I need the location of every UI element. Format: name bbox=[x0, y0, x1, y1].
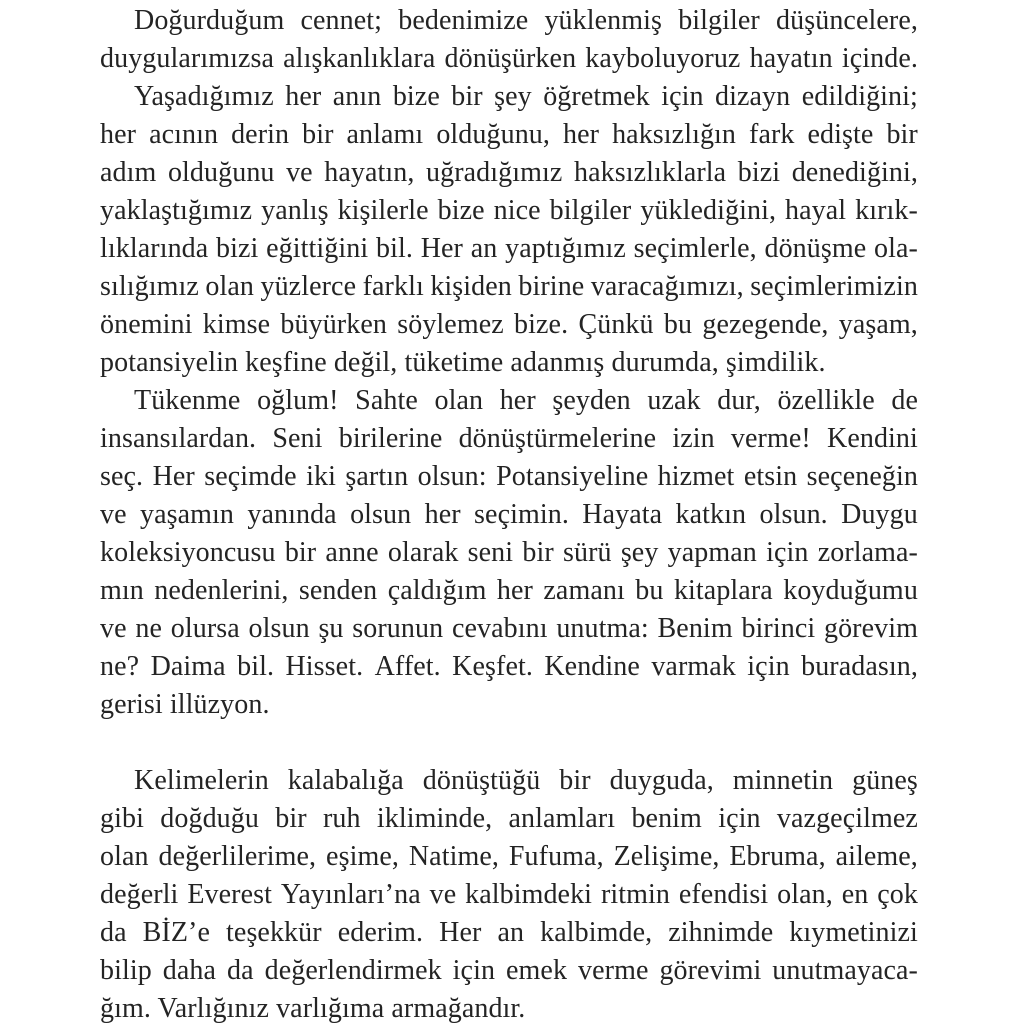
text-line bbox=[100, 192, 918, 230]
word: bir bbox=[522, 537, 554, 568]
word: olduğunu, bbox=[436, 119, 550, 150]
word: kalbimde, bbox=[540, 917, 653, 948]
word: zamanı bbox=[543, 575, 625, 606]
word: buradasın, bbox=[801, 651, 918, 682]
word: yaşamın bbox=[140, 499, 235, 530]
word: seçimin. bbox=[474, 499, 569, 530]
word: bir bbox=[451, 81, 483, 112]
word: daha bbox=[162, 955, 217, 986]
word: kayboluyoruz bbox=[585, 43, 741, 74]
word: değerlilerime, bbox=[158, 841, 317, 872]
word: seni bbox=[467, 537, 514, 568]
word: bu bbox=[663, 309, 693, 340]
word: gibi bbox=[100, 803, 144, 834]
word: Fufuma, bbox=[508, 841, 604, 872]
text-line bbox=[100, 420, 918, 458]
word: Hayata bbox=[582, 499, 663, 530]
word: Potansiyeline bbox=[496, 461, 649, 492]
word: izin bbox=[672, 423, 715, 454]
word: bize bbox=[437, 195, 485, 226]
word: an bbox=[497, 917, 525, 948]
word: olan bbox=[100, 841, 149, 872]
word: yaşam, bbox=[838, 309, 918, 340]
word: Duygu bbox=[841, 499, 918, 530]
word: doğduğu bbox=[160, 803, 259, 834]
word: yüklenmiş bbox=[544, 5, 663, 36]
word: sılığımız bbox=[100, 271, 199, 302]
word: bizi bbox=[216, 233, 259, 264]
word: unutma: bbox=[556, 613, 649, 644]
word: adım bbox=[100, 157, 157, 188]
word: ve bbox=[100, 499, 127, 530]
word: bir bbox=[302, 119, 334, 150]
text-line bbox=[100, 116, 918, 154]
word: bilip bbox=[100, 955, 152, 986]
word: Her bbox=[439, 917, 482, 948]
text-line bbox=[100, 458, 918, 496]
word: bedenimize bbox=[398, 5, 529, 36]
text-line bbox=[100, 838, 918, 876]
word: iki bbox=[306, 461, 336, 492]
word: çok bbox=[877, 879, 918, 910]
word: görevim bbox=[823, 613, 918, 644]
word: da bbox=[227, 955, 254, 986]
word: Benim bbox=[657, 613, 733, 644]
word: yaklaştığımız bbox=[100, 195, 253, 226]
word: olan bbox=[434, 385, 484, 416]
text-line bbox=[100, 40, 918, 78]
word: kimse bbox=[202, 309, 271, 340]
text-line bbox=[100, 534, 918, 572]
word: Sahte bbox=[355, 385, 418, 416]
word: de bbox=[891, 385, 918, 416]
word: ola- bbox=[874, 233, 918, 264]
word: için bbox=[766, 537, 809, 568]
word: nice bbox=[493, 195, 541, 226]
word: bir bbox=[284, 537, 317, 568]
word: Kelimelerin bbox=[134, 765, 269, 796]
word: olsun bbox=[248, 613, 310, 644]
word: BİZ’e bbox=[142, 917, 211, 948]
word: bizi bbox=[737, 157, 781, 188]
text-line bbox=[100, 230, 918, 268]
text-line bbox=[100, 154, 918, 192]
word: yapman bbox=[667, 537, 757, 568]
word: teşekkür bbox=[226, 917, 322, 948]
word: için bbox=[661, 81, 704, 112]
word: verme! bbox=[730, 423, 811, 454]
word: Affet. bbox=[374, 651, 441, 682]
word: olsun bbox=[350, 499, 412, 530]
word: her bbox=[563, 119, 600, 150]
word: Ebruma, bbox=[729, 841, 826, 872]
text-line bbox=[100, 800, 918, 838]
word: Çünkü bbox=[578, 309, 654, 340]
word: bilgiler bbox=[678, 5, 760, 36]
paragraph bbox=[100, 78, 918, 382]
word: dur, bbox=[717, 385, 761, 416]
word: bil. bbox=[376, 233, 413, 264]
word: etsin bbox=[743, 461, 798, 492]
word: dönüşürken bbox=[444, 43, 577, 74]
word: kişilerle bbox=[337, 195, 429, 226]
text-line bbox=[100, 914, 918, 952]
word: olsun. bbox=[759, 499, 828, 530]
word: şey bbox=[494, 81, 532, 112]
word: ne? bbox=[100, 651, 140, 682]
word: değerli bbox=[100, 879, 179, 910]
word: an bbox=[470, 233, 498, 264]
word: en bbox=[841, 879, 869, 910]
word: edişte bbox=[807, 119, 874, 150]
word: şeyden bbox=[552, 385, 631, 416]
word: için bbox=[718, 803, 761, 834]
word: seç. bbox=[100, 461, 144, 492]
word: benim bbox=[631, 803, 702, 834]
word: unutmayaca- bbox=[772, 955, 918, 986]
word: yaptığımız bbox=[505, 233, 626, 264]
word: cennet; bbox=[300, 5, 383, 36]
word: dizayn bbox=[715, 81, 791, 112]
word: içinde. bbox=[841, 43, 918, 74]
word: oğlum! bbox=[257, 385, 339, 416]
word: Kendine bbox=[544, 651, 640, 682]
word: duygularımızsa bbox=[100, 43, 275, 74]
word: dönüştürmelerine bbox=[458, 423, 657, 454]
text-line bbox=[100, 2, 918, 40]
word: da bbox=[100, 917, 127, 948]
word: anın bbox=[332, 81, 382, 112]
word: söylemez bbox=[397, 309, 504, 340]
text-line bbox=[100, 952, 918, 990]
word: önemini bbox=[100, 309, 193, 340]
word: Keşfet. bbox=[452, 651, 533, 682]
word: ve bbox=[100, 613, 127, 644]
word: varacağımızı, bbox=[590, 271, 744, 302]
word: anlamı bbox=[346, 119, 424, 150]
word: aileme, bbox=[835, 841, 918, 872]
text-line: potansiyelin keşfine değil, tüketime adanmış durumda, şimdilik. bbox=[100, 347, 826, 378]
word: olsun: bbox=[417, 461, 487, 492]
word: güneş bbox=[852, 765, 918, 796]
word: bize. bbox=[514, 309, 569, 340]
word: kırık- bbox=[855, 195, 918, 226]
word: ve bbox=[429, 879, 457, 910]
word: insansılardan. bbox=[100, 423, 257, 454]
word: cevabını bbox=[451, 613, 548, 644]
word: her bbox=[100, 119, 137, 150]
word: şey bbox=[620, 537, 659, 568]
word: Yayınları’na bbox=[280, 879, 421, 910]
word: uğradığımız bbox=[426, 157, 563, 188]
word: Daima bbox=[150, 651, 226, 682]
word: bize bbox=[392, 81, 440, 112]
word: Seni bbox=[272, 423, 323, 454]
word: yüzlerce bbox=[260, 271, 357, 302]
word: her bbox=[285, 81, 322, 112]
word: hayal bbox=[785, 195, 847, 226]
word: kişiden bbox=[430, 271, 512, 302]
word: hizmet bbox=[657, 461, 735, 492]
word: çaldığım bbox=[387, 575, 487, 606]
word: farklı bbox=[362, 271, 424, 302]
paragraph-spacer bbox=[100, 724, 1024, 762]
word: zihnimde bbox=[668, 917, 774, 948]
word: şartın bbox=[345, 461, 409, 492]
word: alışkanlıklara bbox=[283, 43, 436, 74]
word: kıymetinizi bbox=[789, 917, 918, 948]
word: nedenlerini, bbox=[154, 575, 289, 606]
text-line bbox=[100, 382, 918, 420]
word: kalbimdeki bbox=[465, 879, 593, 910]
word: vazgeçilmez bbox=[776, 803, 918, 834]
word: değerlendirmek bbox=[264, 955, 442, 986]
word: varmak bbox=[651, 651, 736, 682]
word: derin bbox=[231, 119, 290, 150]
word: Natime, bbox=[408, 841, 499, 872]
word: her bbox=[424, 499, 461, 530]
word: bilgiler bbox=[549, 195, 632, 226]
word: Zelişime, bbox=[613, 841, 720, 872]
word: için bbox=[452, 955, 496, 986]
word: Her bbox=[420, 233, 463, 264]
word: duyguda, bbox=[609, 765, 714, 796]
word: emek bbox=[506, 955, 568, 986]
word: olan bbox=[205, 271, 254, 302]
word: kitaplara bbox=[673, 575, 773, 606]
word: denediğini, bbox=[791, 157, 918, 188]
word: seçeneğin bbox=[806, 461, 918, 492]
text-line bbox=[100, 762, 918, 800]
text-line: gerisi illüzyon. bbox=[100, 689, 270, 720]
word: dönüştüğü bbox=[422, 765, 541, 796]
word: senden bbox=[298, 575, 378, 606]
word: hayatın, bbox=[324, 157, 415, 188]
word: için bbox=[747, 651, 790, 682]
word: Tükenme bbox=[134, 385, 241, 416]
paragraph bbox=[100, 762, 918, 1028]
word: olursa bbox=[170, 613, 240, 644]
word: fark bbox=[749, 119, 795, 150]
text-line bbox=[100, 648, 918, 686]
word: efendisi bbox=[678, 879, 769, 910]
word: ve bbox=[286, 157, 313, 188]
paragraph bbox=[100, 2, 918, 78]
word: Hisset. bbox=[285, 651, 364, 682]
text-line bbox=[100, 268, 918, 306]
word: haksızlıklarla bbox=[573, 157, 727, 188]
word: anlamları bbox=[508, 803, 616, 834]
word: ederim. bbox=[337, 917, 424, 948]
text-line bbox=[100, 306, 918, 344]
word: öğretmek bbox=[543, 81, 650, 112]
paragraph bbox=[100, 382, 918, 724]
word: bil. bbox=[237, 651, 275, 682]
word: ritmin bbox=[600, 879, 670, 910]
word: edildiğini; bbox=[801, 81, 918, 112]
text-line bbox=[100, 610, 918, 648]
word: bir bbox=[275, 803, 307, 834]
word: minnetin bbox=[732, 765, 834, 796]
word: her bbox=[496, 575, 533, 606]
word: bir bbox=[559, 765, 591, 796]
word: ikliminde, bbox=[376, 803, 493, 834]
word: ne bbox=[135, 613, 163, 644]
word: olan, bbox=[777, 879, 833, 910]
word: birinci bbox=[741, 613, 816, 644]
word: Her bbox=[152, 461, 195, 492]
word: yanında bbox=[247, 499, 337, 530]
word: yanlış bbox=[261, 195, 329, 226]
word: özellikle bbox=[777, 385, 875, 416]
word: uzak bbox=[647, 385, 701, 416]
word: birilerine bbox=[338, 423, 443, 454]
word: gezegende, bbox=[702, 309, 829, 340]
word: büyürken bbox=[280, 309, 387, 340]
word: anne bbox=[325, 537, 379, 568]
word: Yaşadığımız bbox=[134, 81, 274, 112]
word: acının bbox=[149, 119, 219, 150]
text-line: ğım. Varlığınız varlığıma armağandır. bbox=[100, 993, 526, 1024]
word: katkın bbox=[675, 499, 747, 530]
word: olarak bbox=[387, 537, 459, 568]
word: sürü bbox=[562, 537, 612, 568]
word: hayatın bbox=[749, 43, 833, 74]
word: seçimlerle, bbox=[633, 233, 757, 264]
word: seçimlerimizin bbox=[750, 271, 918, 302]
word: her bbox=[499, 385, 536, 416]
word: eşime, bbox=[326, 841, 399, 872]
word: lıklarında bbox=[100, 233, 209, 264]
word: sorunun bbox=[352, 613, 444, 644]
word: birine bbox=[518, 271, 585, 302]
text-line bbox=[100, 496, 918, 534]
word: şu bbox=[318, 613, 344, 644]
word: koyduğumu bbox=[783, 575, 918, 606]
word: mın bbox=[100, 575, 144, 606]
text-line bbox=[100, 876, 918, 914]
word: Everest bbox=[187, 879, 272, 910]
word: Doğurduğum bbox=[134, 5, 285, 36]
word: bir bbox=[886, 119, 918, 150]
word: ruh bbox=[322, 803, 361, 834]
word: olduğunu bbox=[167, 157, 275, 188]
word: kalabalığa bbox=[287, 765, 404, 796]
word: bu bbox=[635, 575, 664, 606]
word: Kendini bbox=[827, 423, 918, 454]
word: koleksiyoncusu bbox=[100, 537, 276, 568]
word: yüklediğini, bbox=[640, 195, 777, 226]
word: görevimi bbox=[659, 955, 762, 986]
word: dönüşme bbox=[764, 233, 867, 264]
word: düşüncelere, bbox=[776, 5, 918, 36]
text-line bbox=[100, 78, 918, 116]
word: eğittiğini bbox=[266, 233, 369, 264]
word: zorlama- bbox=[817, 537, 918, 568]
word: seçimde bbox=[204, 461, 297, 492]
text-line bbox=[100, 572, 918, 610]
word: verme bbox=[578, 955, 649, 986]
word: haksızlığın bbox=[612, 119, 737, 150]
